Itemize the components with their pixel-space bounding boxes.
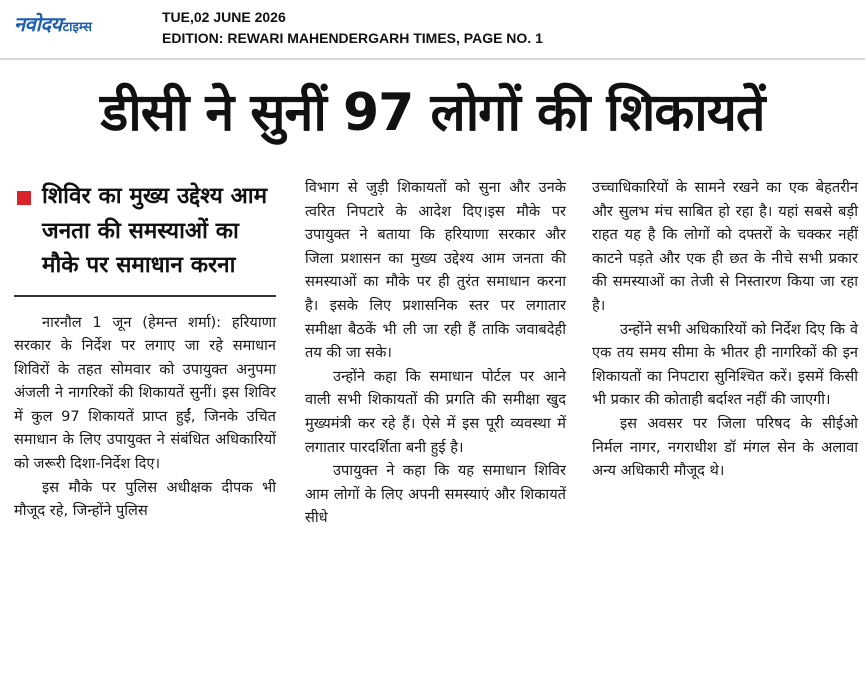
date-line: TUE,02 JUNE 2026	[162, 9, 286, 25]
article-paragraph: इस अवसर पर जिला परिषद के सीईओ निर्मल नागर, नगराधीश डॉ मंगल सेन के अलावा अन्य अधिकारी मौजूद थे।	[592, 414, 858, 480]
logo-sub-text: टाइम्स	[62, 20, 92, 35]
article-subhead	[14, 179, 276, 283]
article-paragraph: नारनौल 1 जून (हेमन्त शर्मा): हरियाणा सरकार के निर्देश पर लगाए जा रहे समाधान शिविरों के तहत सोमवार को उपायुक्त अनुपमा अंजली ने नागरिकों की शिकायतें सुनीं। इस शिविर में कुल 97 शिकायतें प्राप्त हुईं, जिनके उचित समाधान के लिए उपायुक्त ने संबंधित अधिकारियों को जरूरी दिशा-निर्देश दिए।	[14, 313, 276, 473]
edition-info	[162, 7, 543, 49]
article-paragraph: उन्होंने कहा कि समाधान पोर्टल पर आने वाली सभी शिकायतों की प्रगति की समीक्षा खुद मुख्यमंत्री कर रहे हैं। ऐसे में इस पूरी व्यवस्था में लगातार पारदर्शिता बनी हुई है।	[305, 367, 566, 456]
article-paragraph: इस मौके पर पुलिस अधीक्षक दीपक भी मौजूद रहे, जिन्होंने पुलिस	[14, 478, 276, 520]
logo-main-text: नवोदय	[14, 12, 62, 36]
edition-line: EDITION: REWARI MAHENDERGARH TIMES, PAGE NO. 1	[162, 30, 543, 46]
article-paragraph: विभाग से जुड़ी शिकायतों को सुना और उनके त्वरित निपटारे के आदेश दिए।इस मौके पर उपायुक्त ने बताया कि हरियाणा सरकार और जिला प्रशासन का मुख्य उद्देश्य आम जनता की समस्याओं का मौके पर ही तुरंत समाधान करना है। इसके लिए प्रशासनिक स्तर पर लगातार समीक्षा बैठकें भी ली जा रही हैं ताकि जवाबदेही तय की जा सके।	[305, 179, 566, 362]
masthead-bar	[0, 0, 865, 60]
article-paragraph: उच्चाधिकारियों के सामने रखने का एक बेहतरीन और सुलभ मंच साबित हो रहा है। यहां सबसे बड़ी राहत यह है कि लोगों को दफ्तरों के चक्कर नहीं काटने पड़ते और एक ही छत के नीचे सभी प्रकार की समस्याओं का तेजी से निस्तारण किया जा रहा है।	[592, 179, 858, 314]
subhead-divider	[14, 295, 276, 297]
newspaper-logo[interactable]	[14, 10, 92, 37]
article-column-2	[305, 176, 566, 530]
article-headline: डीसी ने सुनीं 97 लोगों की शिकायतें	[100, 83, 765, 143]
article-paragraph: उपायुक्त ने कहा कि यह समाधान शिविर आम लोगों के लिए अपनी समस्याएं और शिकायतें सीधे	[305, 462, 566, 527]
article-column-3	[592, 176, 858, 483]
article-paragraph: उन्होंने सभी अधिकारियों को निर्देश दिए कि वे एक तय समय सीमा के भीतर ही नागरिकों की इन शिकायतों का निपटारा सुनिश्चित करें। इसमें किसी भी प्रकार की कोताही बर्दाश्त नहीं की जाएगी।	[592, 320, 858, 409]
article-column-1	[14, 176, 276, 523]
subhead-text: शिविर का मुख्य उद्देश्य आम जनता की समस्याओं का मौके पर समाधान करना	[42, 183, 268, 278]
red-square-bullet-icon	[17, 191, 31, 205]
